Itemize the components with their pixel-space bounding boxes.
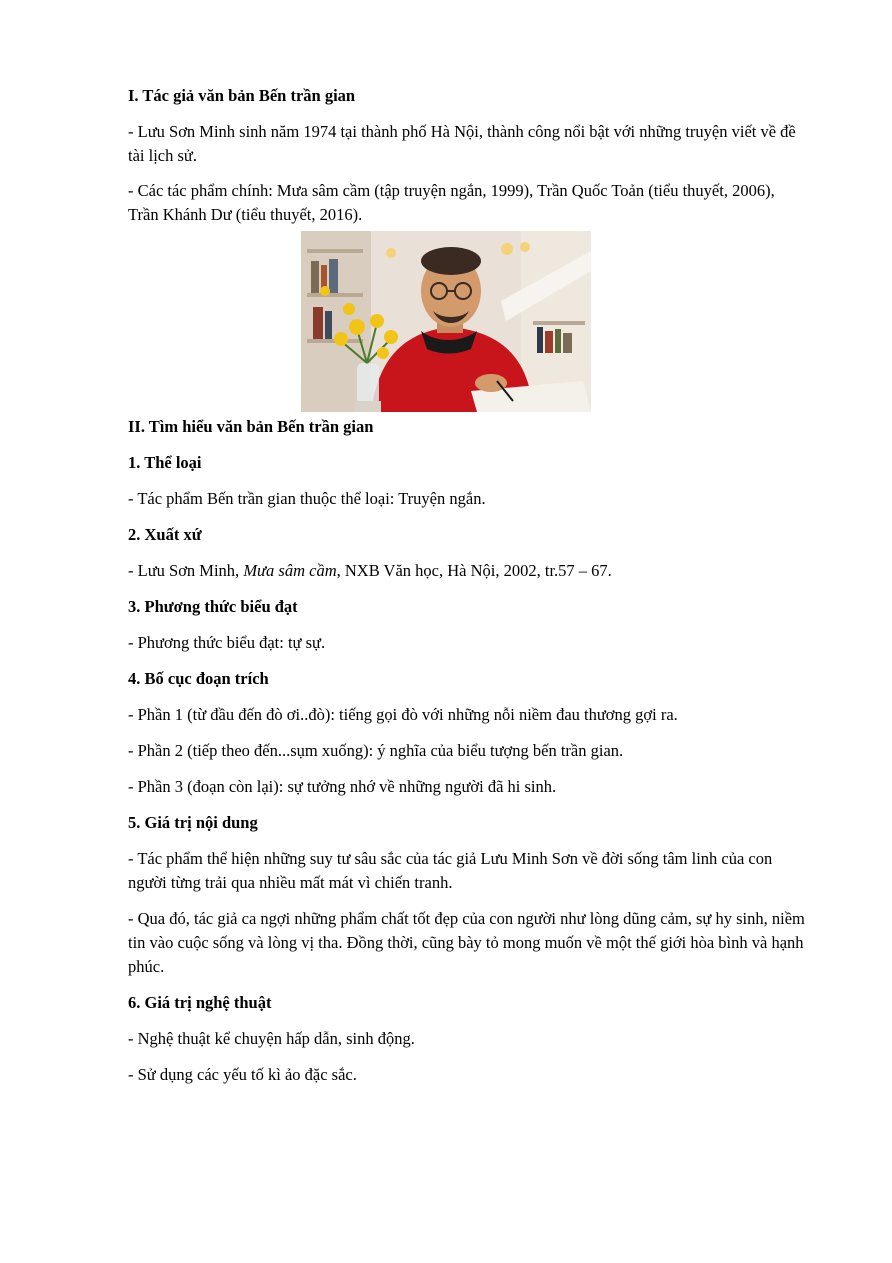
paragraph-genre: - Tác phẩm Bến trần gian thuộc thể loại: Truyện ngắn. [128, 489, 486, 508]
subheading-mode: 3. Phương thức biểu đạt [128, 597, 298, 616]
paragraph-origin [128, 559, 808, 583]
section-heading-author: I. Tác giả văn bản Bến trần gian [128, 86, 356, 105]
origin-book-title: Mưa sâm cầm [243, 561, 337, 580]
paragraph-content-value-1: - Tác phẩm thể hiện những suy tư sâu sắc của tác giả Lưu Minh Sơn về đời sống tâm linh của con người từng trải qua nhiều mất mát vì chiến tranh. [128, 849, 773, 892]
subheading-art-value: 6. Giá trị nghệ thuật [128, 993, 272, 1012]
paragraph-art-value-2: - Sử dụng các yếu tố kì ảo đặc sắc. [128, 1065, 357, 1084]
section-heading-text-analysis: II. Tìm hiểu văn bản Bến trần gian [128, 417, 374, 436]
subheading-structure: 4. Bố cục đoạn trích [128, 669, 269, 688]
paragraph-author-bio: - Lưu Sơn Minh sinh năm 1974 tại thành phố Hà Nội, thành công nổi bật với những truyện viết về đề tài lịch sử. [128, 122, 796, 165]
paragraph-structure-part1: - Phần 1 (từ đầu đến đò ơi..đò): tiếng gọi đò với những nỗi niềm đau thương gợi ra. [128, 705, 678, 724]
subheading-genre: 1. Thể loại [128, 453, 202, 472]
paragraph-author-works: - Các tác phẩm chính: Mưa sâm cầm (tập truyện ngắn, 1999), Trần Quốc Toản (tiểu thuyết, 2006), Trần Khánh Dư (tiểu thuyết, 2016). [128, 181, 775, 224]
paragraph-structure-part3: - Phần 3 (đoạn còn lại): sự tưởng nhớ về những người đã hi sinh. [128, 777, 557, 796]
subheading-origin: 2. Xuất xứ [128, 525, 202, 544]
origin-text-a: - Lưu Sơn Minh, [128, 561, 244, 580]
subheading-content-value: 5. Giá trị nội dung [128, 813, 258, 832]
document-content [128, 84, 808, 1087]
origin-text-b: , NXB Văn học, Hà Nội, 2002, tr.57 – 67. [336, 561, 612, 580]
paragraph-art-value-1: - Nghệ thuật kể chuyện hấp dẫn, sinh động. [128, 1029, 415, 1048]
paragraph-mode: - Phương thức biểu đạt: tự sự. [128, 633, 326, 652]
author-photo [301, 231, 591, 412]
paragraph-structure-part2: - Phần 2 (tiếp theo đến...sụm xuống): ý nghĩa của biểu tượng bến trần gian. [128, 741, 624, 760]
paragraph-content-value-2: - Qua đó, tác giả ca ngợi những phẩm chất tốt đẹp của con người như lòng dũng cảm, sự hy sinh, niềm tin vào cuộc sống và lòng vị tha. Đồng thời, cũng bày tỏ mong muốn về một thế giới hòa bình và hạnh phúc. [128, 909, 805, 976]
